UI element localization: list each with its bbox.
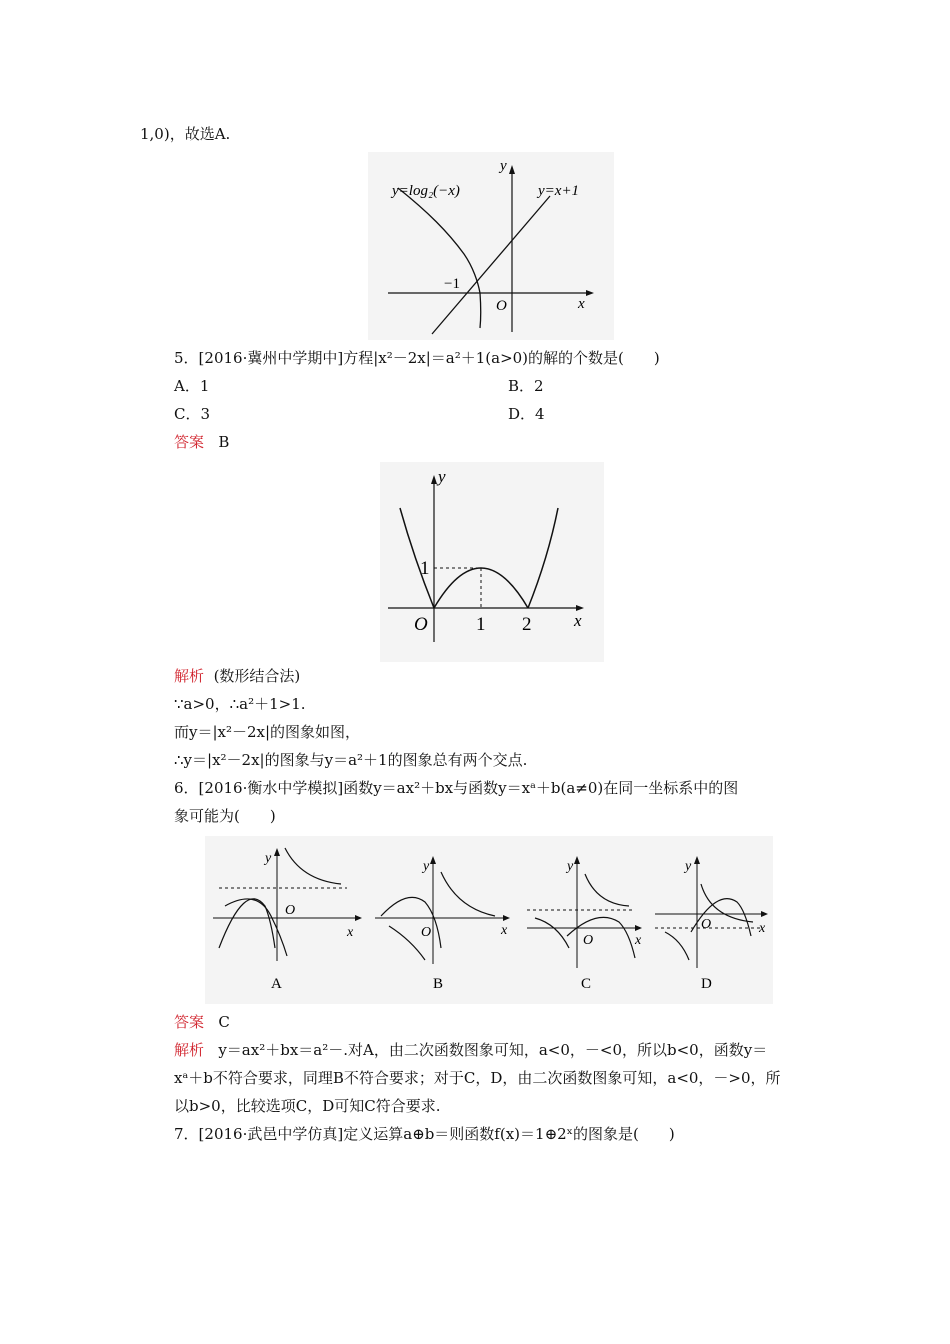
analysis-label: 解析 (174, 1041, 205, 1059)
svg-text:x: x (501, 923, 508, 938)
q5-step-1: ∵a>0，∴a²＋1>1. (174, 695, 306, 713)
y-label: y (438, 467, 446, 486)
q5-option-d: D．4 (508, 405, 545, 423)
origin-label: O (414, 614, 428, 635)
question-5: 5．[2016·冀州中学期中]方程|x²－2x|＝a²＋1(a>0)的解的个数是( ) (174, 349, 660, 367)
origin-label: O (496, 298, 507, 314)
svg-text:x: x (347, 925, 354, 940)
tick-1: 1 (476, 614, 486, 635)
analysis-text: (数形结合法) (213, 667, 301, 685)
option-c-graph (527, 856, 642, 992)
svg-text:y: y (567, 859, 574, 874)
svg-text:O: O (701, 917, 712, 932)
tick-y1: 1 (420, 558, 430, 579)
q6-analysis-line1 (174, 1040, 767, 1060)
svg-text:O: O (421, 925, 432, 940)
option-d-label: D (701, 976, 712, 992)
svg-text:y: y (685, 859, 692, 874)
option-d-graph (655, 856, 768, 992)
figure-four-options (205, 836, 773, 1004)
q5-option-c: C．3 (174, 405, 211, 423)
x-label: x (578, 296, 585, 312)
q5-step-2: 而y＝|x²－2x|的图象如图， (174, 723, 361, 741)
answer-label: 答案 (174, 433, 205, 451)
tick-2: 2 (522, 614, 532, 635)
svg-text:y: y (423, 859, 430, 874)
figure-abs-quadratic (380, 462, 604, 662)
q5-step-3: ∴y＝|x²－2x|的图象与y＝a²＋1的图象总有两个交点. (174, 751, 528, 769)
answer-label: 答案 (174, 1013, 205, 1031)
q6-analysis-line3: 以b>0，比较选项C，D可知C符合要求. (174, 1097, 441, 1115)
option-a-graph (213, 848, 362, 992)
q5-option-b: B．2 (508, 377, 544, 395)
option-a-label: A (271, 976, 282, 992)
right-branch (528, 508, 558, 608)
question-6-line2: 象可能为( ) (174, 807, 276, 825)
tick-minus-1: −1 (444, 276, 460, 292)
q6-analysis-line2: xᵃ＋b不符合要求，同理B不符合要求；对于C，D，由二次函数图象可知，a<0，－>0，所 (174, 1069, 781, 1087)
answer-value: B (218, 433, 230, 451)
label-log: y=log₂(−x) (392, 183, 460, 199)
q6-answer (174, 1012, 230, 1032)
figure-log-and-line (368, 152, 614, 340)
option-b-graph (375, 856, 510, 992)
q5-answer (174, 432, 229, 452)
x-label: x (574, 611, 582, 630)
label-line: y=x+1 (538, 183, 580, 199)
y-axis-arrow (431, 475, 437, 484)
option-c-label: C (581, 976, 592, 992)
question-7: 7．[2016·武邑中学仿真]定义运算a⊕b＝则函数f(x)＝1⊕2ˣ的图象是( ) (174, 1125, 675, 1143)
x-axis-arrow (586, 290, 594, 296)
svg-text:x: x (759, 921, 766, 936)
log-curve (398, 188, 481, 328)
continuation-line: 1,0)，故选A. (140, 125, 231, 143)
question-6-line1: 6．[2016·衡水中学模拟]函数y＝ax²＋bx与函数y＝xᵃ＋b(a≠0)在同一坐标系中的图 (174, 779, 739, 797)
svg-text:O: O (583, 933, 594, 948)
line-curve (432, 196, 550, 334)
y-label: y (500, 158, 507, 174)
svg-text:x: x (635, 933, 642, 948)
analysis-text: y＝ax²＋bx＝a²－.对A，由二次函数图象可知，a<0，－<0，所以b<0，函数y＝ (218, 1041, 768, 1059)
svg-text:O: O (285, 903, 296, 918)
q5-option-a: A．1 (174, 377, 210, 395)
analysis-label: 解析 (174, 667, 205, 685)
y-axis-arrow (509, 165, 515, 174)
q5-analysis (174, 666, 300, 686)
answer-value: C (218, 1013, 230, 1031)
svg-text:y: y (265, 851, 272, 866)
option-b-label: B (433, 976, 444, 992)
